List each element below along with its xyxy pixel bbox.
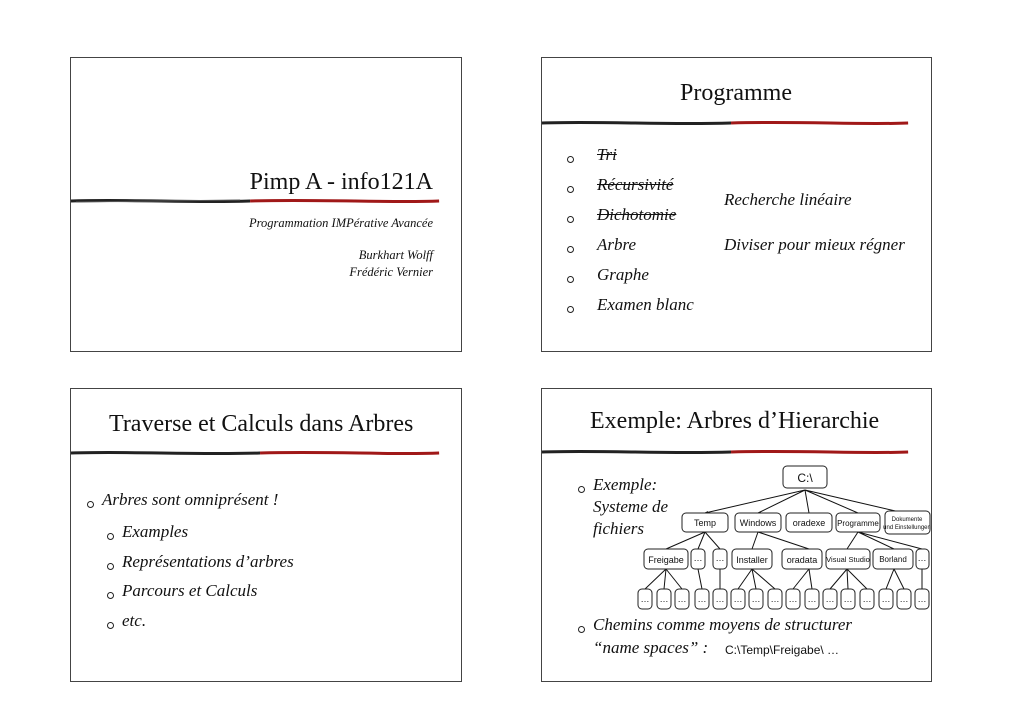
bullet-icon (107, 592, 114, 599)
brush-divider (542, 118, 931, 128)
tree-node: Installer (736, 555, 768, 565)
tree-node: Temp (693, 518, 717, 528)
tree-node: … (715, 553, 725, 563)
tree-leaf: … (825, 594, 835, 604)
bullet-icon (567, 216, 574, 223)
bullet-icon (107, 533, 114, 540)
slide1-author1: Burkhart Wolff (358, 248, 433, 262)
example-line: Systeme de (593, 497, 669, 516)
chemins-line: Chemins comme moyens de structurer (593, 615, 853, 634)
programme-note: Recherche linéaire (724, 190, 852, 209)
chemins-line: “name spaces” : (593, 638, 709, 657)
tree-leaf: … (917, 594, 927, 604)
tree-leaf: … (788, 594, 798, 604)
tree-leaf: … (715, 594, 725, 604)
slide1-author2: Frédéric Vernier (349, 265, 433, 279)
slide-title (70, 57, 462, 352)
tree-node: … (917, 553, 927, 563)
tree-leaf: … (881, 594, 891, 604)
tree-leaves (641, 594, 927, 604)
slide-hierarchie (541, 388, 932, 682)
tree-node: … (693, 553, 703, 563)
tree-node: Programme (837, 519, 879, 528)
tree-node: oradexe (792, 518, 826, 528)
bullet-icon (107, 563, 114, 570)
traverse-subitem: etc. (122, 611, 147, 630)
tree-node: und Einstellungen (883, 525, 931, 531)
tree-leaf: … (659, 594, 669, 604)
programme-item: Tri (597, 145, 617, 164)
tree-node: Borland (879, 555, 907, 564)
tree-leaf: … (697, 594, 707, 604)
tree-leaf: … (733, 594, 743, 604)
tree-node: Freigabe (648, 555, 684, 565)
example-line: Exemple: (593, 475, 658, 494)
example-line: fichiers (593, 519, 644, 538)
programme-item: Dichotomie (597, 205, 677, 224)
tree-leaf: … (899, 594, 909, 604)
tree-root: C:\ (797, 471, 813, 485)
example-path: C:\Temp\Freigabe\ … (725, 643, 840, 657)
programme-item: Examen blanc (597, 295, 694, 314)
slide2-title: Programme (680, 80, 792, 106)
tree-node: Dokumente (891, 517, 923, 523)
slide-traverse (70, 388, 462, 682)
tree-leaf: … (770, 594, 780, 604)
tree-node: oradata (786, 555, 818, 565)
tree-leaf: … (677, 594, 687, 604)
tree-leaf: … (751, 594, 761, 604)
programme-item: Récursivité (597, 175, 674, 194)
tree-node: Windows (739, 518, 777, 528)
bullet-icon (107, 622, 114, 629)
programme-item: Arbre (597, 235, 637, 254)
bullet-icon (567, 186, 574, 193)
traverse-subitem: Examples (122, 522, 189, 541)
bullet-icon (578, 626, 585, 633)
bullet-icon (567, 246, 574, 253)
tree-leaf: … (640, 594, 650, 604)
programme-item: Graphe (597, 265, 649, 284)
traverse-subitem: Représentations d’arbres (122, 552, 294, 571)
bullet-icon (567, 276, 574, 283)
bullet-icon (87, 501, 94, 508)
slide1-title: Pimp A - info121A (249, 169, 433, 195)
bullet-icon (567, 156, 574, 163)
traverse-subitem: Parcours et Calculs (122, 581, 258, 600)
tree-leaf: … (862, 594, 872, 604)
slide4-title: Exemple: Arbres d’Hierarchie (590, 408, 880, 434)
brush-divider (71, 448, 461, 458)
slide3-title: Traverse et Calculs dans Arbres (109, 411, 414, 437)
tree-leaf: … (807, 594, 817, 604)
slide1-subtitle: Programmation IMPérative Avancée (249, 216, 433, 230)
tree-node: Visual Studio (826, 555, 870, 564)
brush-divider (71, 196, 461, 206)
bullet-icon (567, 306, 574, 313)
programme-note: Diviser pour mieux régner (724, 235, 905, 254)
slide-programme (541, 57, 932, 352)
traverse-item: Arbres sont omniprésent ! (102, 490, 279, 509)
tree-leaf: … (843, 594, 853, 604)
